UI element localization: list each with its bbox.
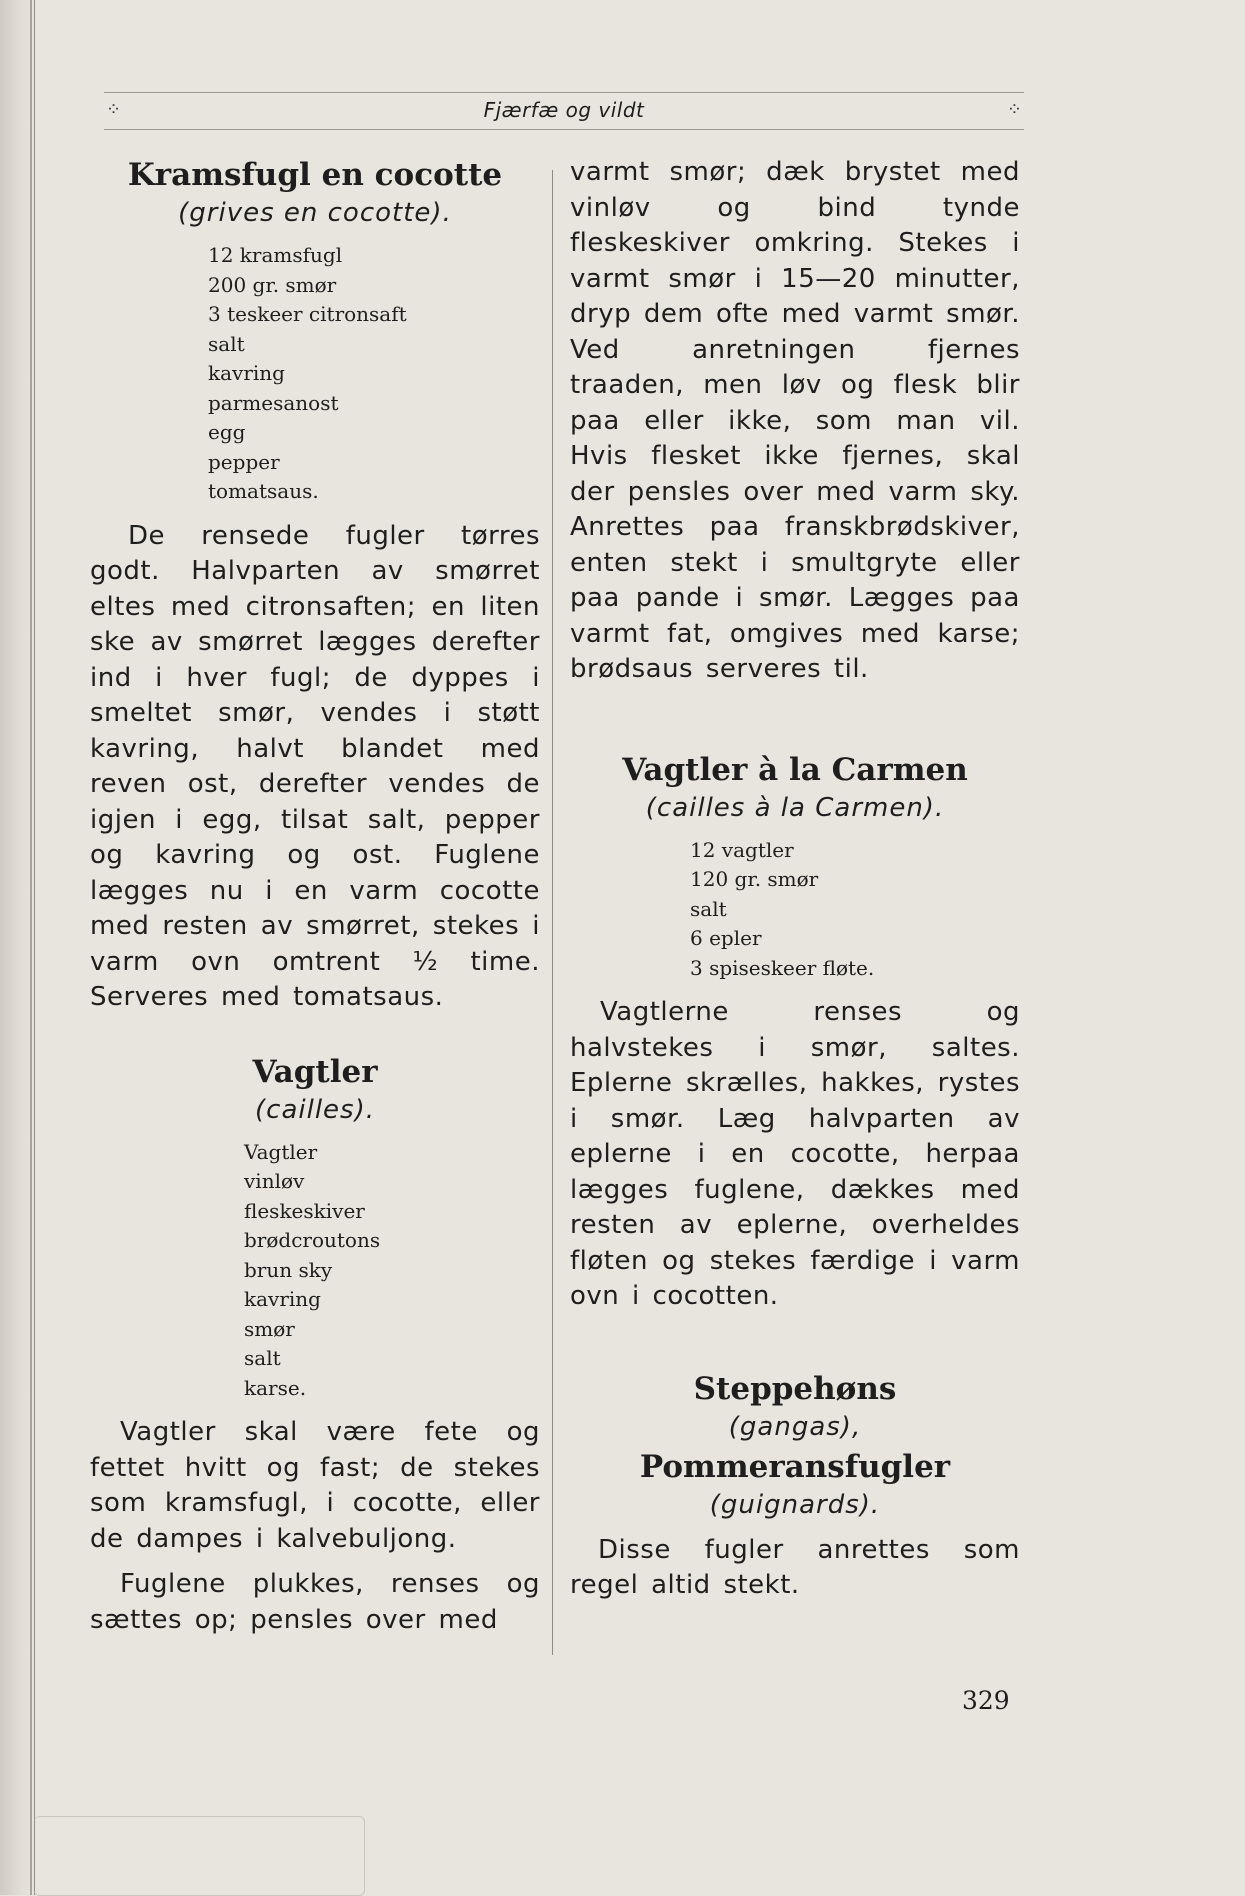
ingredient-list (690, 836, 1020, 984)
ingredient: kavring (208, 361, 285, 385)
recipe-vagtler (90, 1052, 540, 1639)
column-divider (552, 170, 553, 1655)
recipe-instructions: Fuglene plukkes, renses og sættes op; pensles over med (90, 1569, 540, 1635)
ingredient: brødcroutons (244, 1228, 381, 1252)
ingredient: 3 teskeer citronsaft (208, 302, 407, 326)
recipe-instructions: De rensede fugler tørres godt. Halvparten av smørret eltes med citronsaften; en liten ske av smørret lægges derefter ind i hver fugl; de dyppes i smeltet smør, vendes i støtt kavring, halvt blandet med reven ost, derefter vendes de igjen i egg, tilsat salt, pepper og kavring og ost. Fuglene lægges nu i en varm cocotte med resten av smørret, stekes i varm ovn omtrent ½ time. Serveres med tomatsaus. (90, 520, 540, 1012)
recipe-subtitle: (grives en cocotte). (178, 198, 452, 228)
ingredient: salt (208, 331, 245, 356)
recipe-subtitle: (cailles). (255, 1094, 375, 1125)
recipe-kramsfugl (90, 155, 540, 1016)
ingredient: 3 spiseskeer fløte. (690, 955, 875, 980)
recipe-title: Vagtler à la Carmen (622, 751, 968, 788)
recipe-instructions: Disse fugler anrettes som regel altid stekt. (570, 1534, 1020, 1600)
ingredient: 12 kramsfugl (208, 243, 343, 267)
ingredient: salt (690, 896, 727, 921)
recipe-vagtler-carmen (570, 750, 1020, 1315)
binding-edge (0, 0, 35, 1895)
ingredient-list (208, 241, 540, 507)
ingredient: fleskeskiver (244, 1198, 365, 1223)
running-head-title: Fjærfæ og vildt (483, 98, 645, 122)
recipe-subtitle: (cailles à la Carmen). (645, 792, 945, 823)
ingredient: egg (208, 420, 246, 444)
ingredient: 120 gr. smør (690, 867, 819, 891)
ingredient: 12 vagtler (690, 837, 794, 862)
ornament-left-icon: ⁘ (106, 99, 122, 120)
ingredient-list (244, 1138, 540, 1404)
recipe-title: Pommeransfugler (639, 1448, 951, 1485)
recipe-subtitle: (guignards). (709, 1489, 881, 1520)
recipe-instructions: Vagtlerne renses og halvstekes i smør, saltes. Eplerne skrælles, hakkes, rystes i smør. Læg halvparten av eplerne i en cocotte, herpaa lægges fuglene, dækkes med resten av eplerne, overheldes fløten og stekes færdige i varm ovn i cocotten. (570, 997, 1020, 1311)
recipe-steppehons (570, 1369, 1020, 1604)
ingredient: parmesanost (208, 390, 339, 415)
recipe-title: Steppehøns (693, 1370, 897, 1407)
ingredient: brun sky (244, 1257, 333, 1282)
ingredient: vinløv (244, 1169, 305, 1193)
recipe-title: Kramsfugl en cocotte (127, 157, 503, 193)
ingredient: salt (244, 1346, 281, 1370)
recipe-title: Vagtler (252, 1053, 378, 1090)
page-tab-mark (34, 1816, 365, 1896)
continued-instructions: varmt smør; dæk brystet med vinløv og bind tynde fleskeskiver omkring. Stekes i varmt smør i 15—20 minutter, dryp dem ofte med varmt smør. Ved anretningen fjernes traaden, men løv og flesk blir paa eller ikke, som man vil. Hvis flesket ikke fjernes, skal der pensles over med varm sky. Anrettes paa franskbrødskiver, enten stekt i smultgryte eller paa pande i smør. Lægges paa varmt fat, omgives med karse; brødsaus serveres til. (570, 157, 1020, 684)
ingredient: Vagtler (244, 1139, 318, 1164)
page-number: 329 (962, 1686, 1010, 1715)
ingredient: 6 epler (690, 926, 762, 950)
right-column (570, 155, 1020, 1604)
left-column (90, 155, 540, 1638)
running-head (104, 92, 1024, 130)
recipe-subtitle: (gangas), (728, 1411, 862, 1442)
ingredient: smør (244, 1316, 295, 1341)
ingredient: kavring (244, 1287, 321, 1311)
ingredient: karse. (244, 1375, 307, 1400)
ornament-right-icon: ⁘ (1006, 99, 1022, 120)
recipe-instructions: Vagtler skal være fete og fettet hvitt og fast; de stekes som kramsfugl, i cocotte, eller de dampes i kalvebuljong. (90, 1417, 540, 1554)
ingredient: pepper (208, 449, 280, 474)
ingredient: 200 gr. smør (208, 272, 337, 297)
ingredient: tomatsaus. (208, 479, 319, 503)
